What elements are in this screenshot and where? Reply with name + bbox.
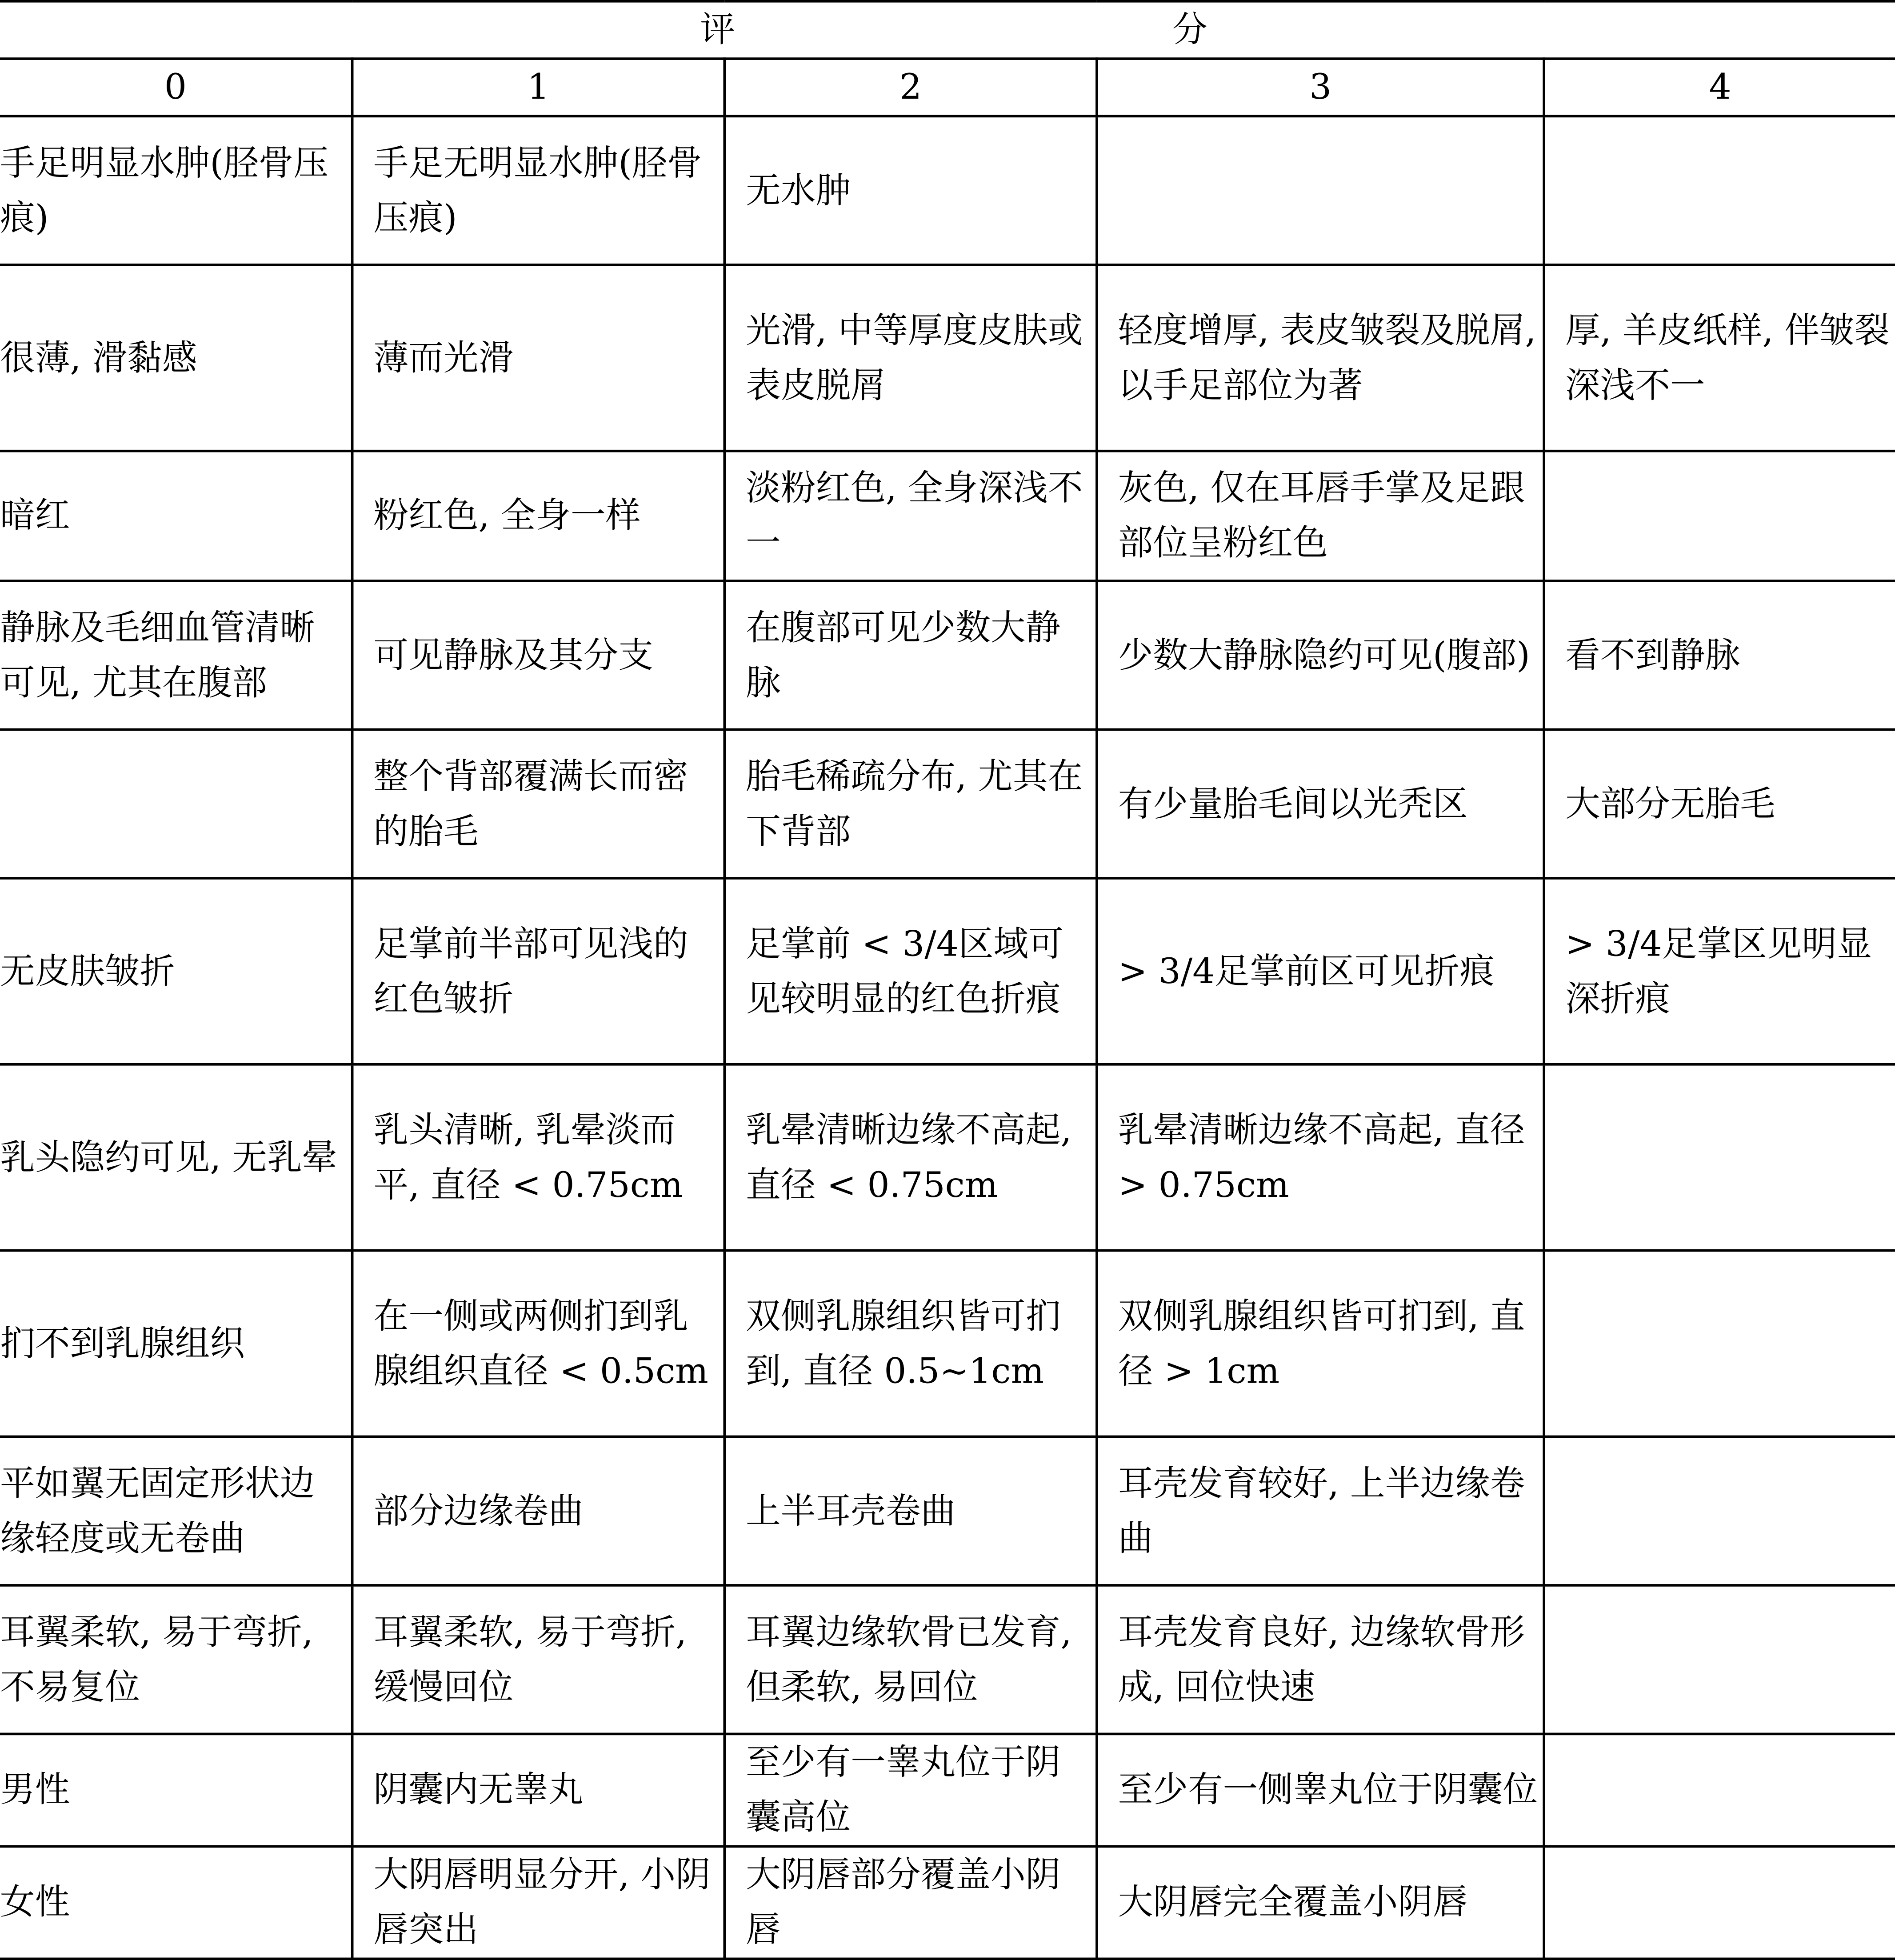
table-cell: 至少有一睾丸位于阴囊高位 [724, 1734, 1097, 1846]
table-cell: 平如翼无固定形状边缘轻度或无卷曲 [0, 1436, 352, 1585]
table-cell: 部分边缘卷曲 [352, 1436, 725, 1585]
table-cell: 淡粉红色, 全身深浅不一 [724, 451, 1097, 581]
table-row [0, 451, 1895, 581]
table-row [0, 1251, 1895, 1437]
table-cell: 耳壳发育良好, 边缘软骨形成, 回位快速 [1097, 1585, 1544, 1734]
table-cell [1544, 1734, 1895, 1846]
table-cell: 暗红 [0, 451, 352, 581]
table-cell: 耳翼柔软, 易于弯折, 缓慢回位 [352, 1585, 725, 1734]
table-cell: 很薄, 滑黏感 [0, 265, 352, 451]
table-cell: 大阴唇明显分开, 小阴唇突出 [352, 1846, 725, 1959]
table-cell: 阴囊内无睾丸 [352, 1734, 725, 1846]
table-row [0, 1846, 1895, 1959]
table-cell [1544, 1585, 1895, 1734]
table-cell: 乳头清晰, 乳晕淡而平, 直径 < 0.75cm [352, 1064, 725, 1251]
table-cell: 男性 [0, 1734, 352, 1846]
table-cell [1544, 1436, 1895, 1585]
table-cell: 大阴唇完全覆盖小阴唇 [1097, 1846, 1544, 1959]
table-cell [1544, 451, 1895, 581]
table-cell: 乳晕清晰边缘不高起, 直径 > 0.75cm [1097, 1064, 1544, 1251]
table-row [0, 116, 1895, 264]
table-row [0, 730, 1895, 878]
table-cell: 在一侧或两侧扪到乳腺组织直径 < 0.5cm [352, 1251, 725, 1437]
column-header: 1 [352, 59, 725, 116]
table-cell: 大阴唇部分覆盖小阴唇 [724, 1846, 1097, 1959]
table-cell: > 3/4足掌区见明显深折痕 [1544, 878, 1895, 1064]
table-cell: 耳壳发育较好, 上半边缘卷曲 [1097, 1436, 1544, 1585]
table-cell: 薄而光滑 [352, 265, 725, 451]
column-header: 0 [0, 59, 352, 116]
table-row [0, 1064, 1895, 1251]
table-cell: 乳晕清晰边缘不高起, 直径 < 0.75cm [724, 1064, 1097, 1251]
table-cell: 大部分无胎毛 [1544, 730, 1895, 878]
table-cell: 少数大静脉隐约可见(腹部) [1097, 581, 1544, 729]
table-cell: 双侧乳腺组织皆可扪到, 直径 > 1cm [1097, 1251, 1544, 1437]
table-cell: > 3/4足掌前区可见折痕 [1097, 878, 1544, 1064]
table-cell: 可见静脉及其分支 [352, 581, 725, 729]
table-title-row [0, 1, 1895, 59]
table-cell: 无皮肤皱折 [0, 878, 352, 1064]
table-cell: 粉红色, 全身一样 [352, 451, 725, 581]
column-header: 2 [724, 59, 1097, 116]
table-cell: 女性 [0, 1846, 352, 1959]
table-cell [1544, 1064, 1895, 1251]
table-cell: 静脉及毛细血管清晰可见, 尤其在腹部 [0, 581, 352, 729]
table-row [0, 1734, 1895, 1846]
table-cell: 足掌前 < 3/4区域可见较明显的红色折痕 [724, 878, 1097, 1064]
table-row [0, 265, 1895, 451]
table-cell: 轻度增厚, 表皮皱裂及脱屑, 以手足部位为著 [1097, 265, 1544, 451]
table-cell [1097, 116, 1544, 264]
table-cell: 双侧乳腺组织皆可扪到, 直径 0.5~1cm [724, 1251, 1097, 1437]
table-cell: 看不到静脉 [1544, 581, 1895, 729]
table-row [0, 878, 1895, 1064]
table-cell: 灰色, 仅在耳唇手掌及足跟部位呈粉红色 [1097, 451, 1544, 581]
table-cell: 有少量胎毛间以光秃区 [1097, 730, 1544, 878]
table-cell: 胎毛稀疏分布, 尤其在下背部 [724, 730, 1097, 878]
table-row [0, 1436, 1895, 1585]
table-title-char-1: 评 [700, 8, 736, 50]
table-cell: 手足明显水肿(胫骨压痕) [0, 116, 352, 264]
table-title-char-2: 分 [1172, 8, 1207, 50]
table-cell: 扪不到乳腺组织 [0, 1251, 352, 1437]
table-cell: 耳翼柔软, 易于弯折, 不易复位 [0, 1585, 352, 1734]
table-title [0, 1, 1895, 59]
table-cell: 乳头隐约可见, 无乳晕 [0, 1064, 352, 1251]
table-cell: 无水肿 [724, 116, 1097, 264]
table-cell [0, 730, 352, 878]
table-cell: 整个背部覆满长而密的胎毛 [352, 730, 725, 878]
table-cell: 耳翼边缘软骨已发育, 但柔软, 易回位 [724, 1585, 1097, 1734]
table-cell: 上半耳壳卷曲 [724, 1436, 1097, 1585]
table-cell: 足掌前半部可见浅的红色皱折 [352, 878, 725, 1064]
table-cell: 光滑, 中等厚度皮肤或表皮脱屑 [724, 265, 1097, 451]
table-cell [1544, 1251, 1895, 1437]
column-header: 3 [1097, 59, 1544, 116]
table-row [0, 581, 1895, 729]
table-cell: 至少有一侧睾丸位于阴囊位 [1097, 1734, 1544, 1846]
column-header: 4 [1544, 59, 1895, 116]
table-cell: 手足无明显水肿(胫骨压痕) [352, 116, 725, 264]
table-row [0, 1585, 1895, 1734]
table-cell [1544, 1846, 1895, 1959]
table-cell [1544, 116, 1895, 264]
table-cell: 在腹部可见少数大静脉 [724, 581, 1097, 729]
column-header-row [0, 59, 1895, 116]
table-cell: 厚, 羊皮纸样, 伴皱裂深浅不一 [1544, 265, 1895, 451]
